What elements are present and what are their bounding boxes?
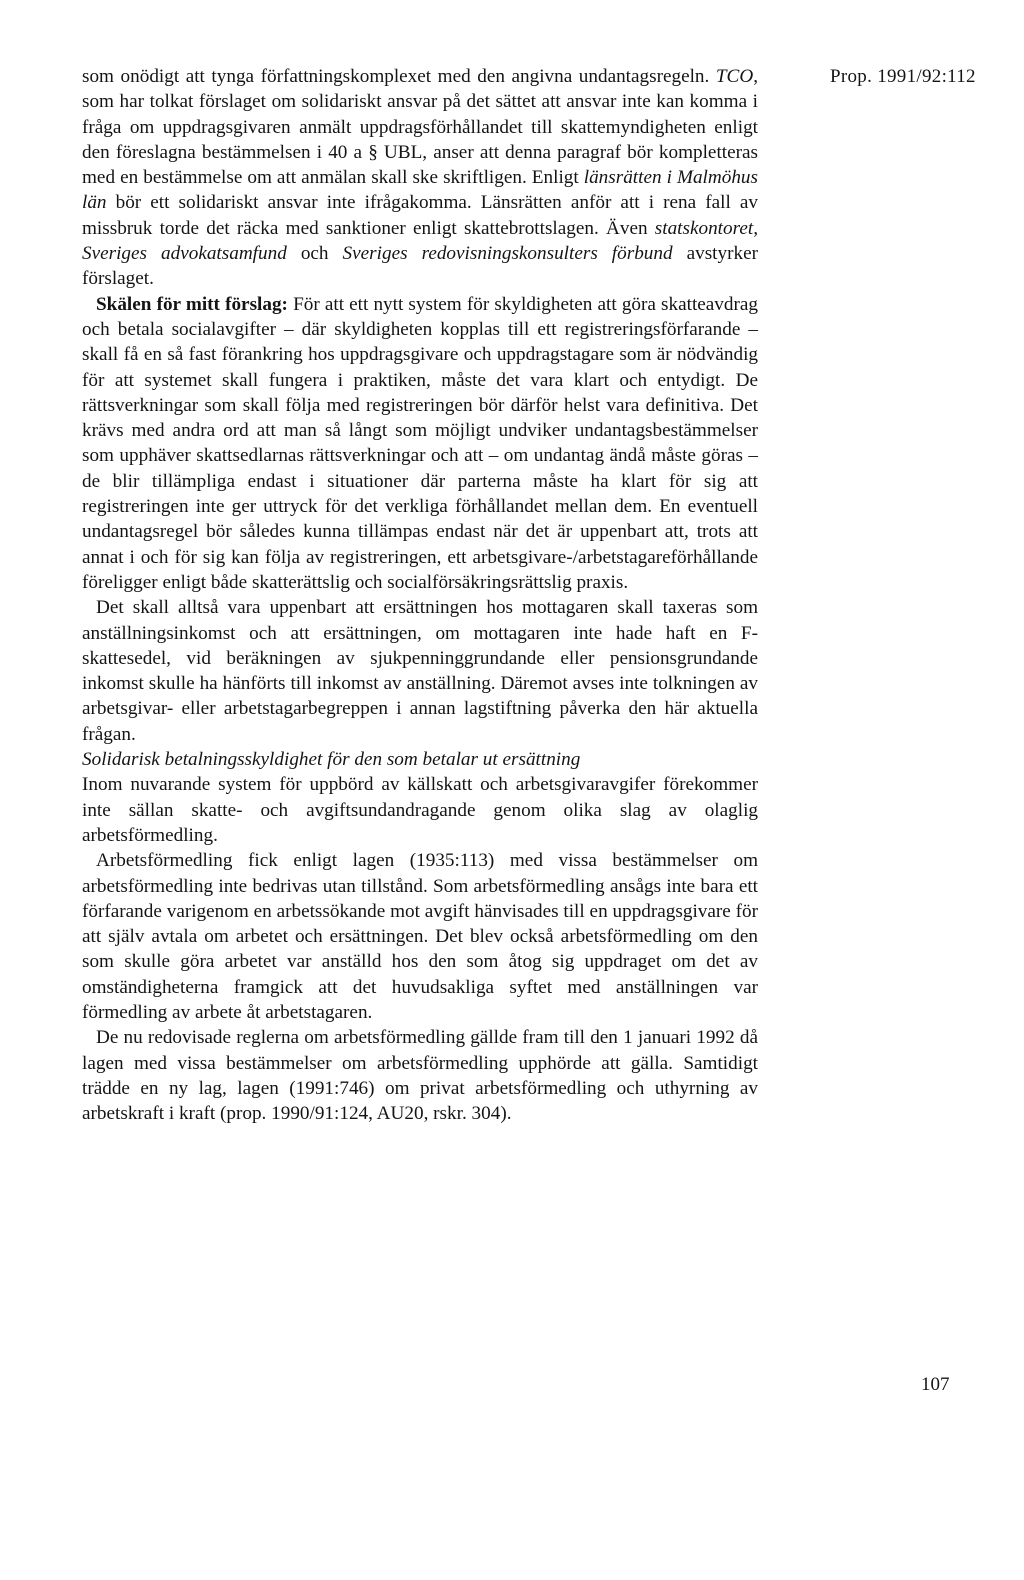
organization-name: statskontoret, Sveriges advokatsamfund — [82, 217, 758, 265]
text-segment: och — [286, 243, 343, 265]
organization-name: Sveriges redovisningskonsulters förbund — [342, 243, 673, 265]
paragraph-new-law: De nu redovisade reglerna om arbetsförmedling gällde fram till den 1 januari 1992 då lagen med vissa bestämmelser om arbetsförmedling upphörde att gälla. Samtidigt trädde en ny lag, lagen (1991:746) om privat arbetsförmedling och uthyrning av arbetskraft i kraft (prop. 1990/91:124, AU20, rskr. 304). — [82, 1027, 758, 1125]
section-heading: Solidarisk betalningsskyldighet för den som betalar ut ersättning — [82, 749, 581, 771]
text-segment: som onödigt att tynga författningskomplexet med den angivna undantagsregeln. — [82, 66, 716, 87]
organization-name: TCO — [715, 66, 754, 87]
paragraph-employment-agency-law: Arbetsförmedling fick enligt lagen (1935:113) med vissa bestämmelser om arbetsförmedling inte bedrivas utan tillstånd. Som arbetsförmedling ansågs inte bara ett förfarande varigenom en arbetssökande mot avgift hänvisades till en uppdragsgivare för att själv avtala om arbetet och ersättningen. Det blev också arbetsförmedling om den som skulle göra arbetet var anställd hos den som åtog sig uppdraget om det av omständigheterna framgick att det huvudsakliga syftet med anställningen var förmedling av arbete åt arbetstagaren. — [82, 850, 758, 1023]
text-segment: bör ett solidariskt ansvar inte ifrågakomma. Länsrätten anför att i rena fall av missbruk torde det räcka med sanktioner enligt skattebrottslagen. Även — [82, 192, 758, 239]
body-text — [82, 64, 758, 1126]
reasons-lead: Skälen för mitt förslag: — [96, 293, 288, 315]
proposition-reference: Prop. 1991/92:112 — [830, 66, 976, 87]
paragraph-income-assessment: Det skall alltså vara uppenbart att ersättningen hos mottagaren skall taxeras som anställningsinkomst och att ersättningen, om mottagaren inte hade haft en F-skattesedel, vid beräkningen av sjukpenninggrundande eller pensionsgrundande inkomst skulle ha hänförts till inkomst av anställning. Däremot avses inte tolkningen av arbetsgivar- eller arbetstagarbegreppen i annan lagstiftning påverka den här aktuella frågan. — [82, 597, 758, 745]
page-number: 107 — [921, 1374, 950, 1395]
paragraph-reasons — [82, 292, 758, 596]
organization-name: länsrätten i Malmöhus län — [82, 167, 758, 214]
text-segment: , som har tolkat förslaget om solidariskt ansvar på det sättet att ansvar inte kan komma i fråga om uppdragsgivaren anmält uppdragsförhållandet till skattemyndigheten enligt den föreslagna bestämmelsen i 40 a § UBL, anser att denna paragraf bör kompletteras med en bestämmelse om att anmälan skall ske skriftligen. Enligt — [82, 66, 758, 189]
text-segment: avstyrker förslaget. — [82, 243, 758, 290]
paragraph-remiss-opinions — [82, 64, 758, 292]
paragraph-tax-evasion: Inom nuvarande system för uppbörd av källskatt och arbetsgivaravgifer förekommer inte sällan skatte- och avgiftsundandragande genom olika slag av olaglig arbetsförmedling. — [82, 774, 758, 846]
text-segment: För att ett nytt system för skyldigheten att göra skatteavdrag och betala socialavgifter – där skyldigheten kopplas till ett registreringsförfarande – skall få en så fast förankring hos uppdragsgivare och uppdragstagare som är nödvändig för att systemet skall fungera i praktiken, måste det vara klart och entydigt. De rättsverkningar som skall följa med registreringen bör därför helst vara definitiva. Det krävs med andra ord att man så långt som möjligt undviker undantagsbestämmelser som upphäver skattsedlarnas rättsverkningar och att – om undantag ändå måste göras – de blir tillämpliga endast i situationer där parterna måste ha klart för sig att registreringen inte ger uttryck för det verkliga förhållandet mellan dem. En eventuell undantagsregel bör således kunna tillämpas endast när det är uppenbart att, trots att annat i och för sig kan följa av registreringen, ett arbetsgivare-/arbetstagareförhållande föreligger enligt både skatterättslig och socialförsäkringsrättslig praxis. — [82, 293, 758, 593]
